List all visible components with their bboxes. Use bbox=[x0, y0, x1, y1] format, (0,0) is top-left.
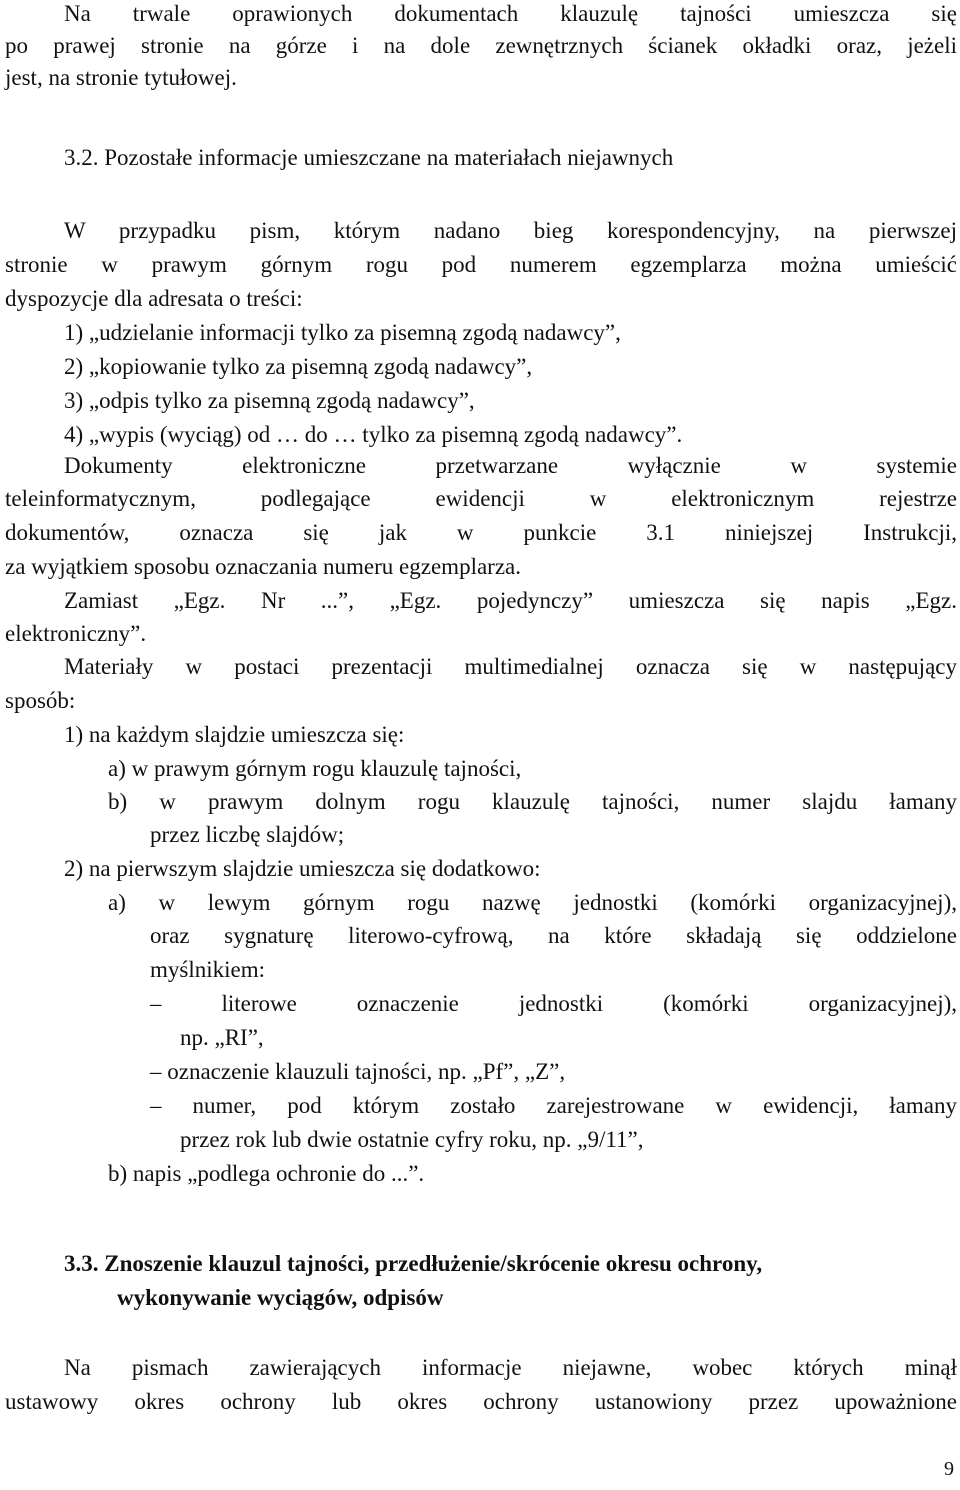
list-item: 1) „udzielanie informacji tylko za pisemną zgodą nadawcy”, bbox=[64, 320, 621, 345]
text-line: Dokumenty elektroniczne przetwarzane wyłącznie w systemie bbox=[64, 453, 957, 478]
list-subitem-continuation: myślnikiem: bbox=[150, 957, 265, 982]
list-subitem-continuation: oraz sygnaturę literowo-cyfrową, na które składają się oddzielone bbox=[150, 923, 957, 948]
list-subitem: a) w prawym górnym rogu klauzulę tajności, bbox=[108, 756, 522, 781]
list-item: 2) „kopiowanie tylko za pisemną zgodą nadawcy”, bbox=[64, 354, 533, 379]
text-line: po prawej stronie na górze i na dole zewnętrznych ścianek okładki oraz, jeżeli bbox=[5, 33, 957, 58]
list-subitem: b) napis „podlega ochronie do ...”. bbox=[108, 1161, 425, 1186]
page-number: 9 bbox=[944, 1458, 954, 1480]
text-line: za wyjątkiem sposobu oznaczania numeru egzemplarza. bbox=[5, 554, 521, 579]
dash-item-continuation: np. „RI”, bbox=[180, 1025, 264, 1050]
text-line: stronie w prawym górnym rogu pod numerem egzemplarza można umieścić bbox=[5, 252, 957, 277]
dash-item-continuation: przez rok lub dwie ostatnie cyfry roku, np. „9/11”, bbox=[180, 1127, 644, 1152]
dash-item: – literowe oznaczenie jednostki (komórki organizacyjnej), bbox=[150, 991, 957, 1016]
text-line: dokumentów, oznacza się jak w punkcie 3.1 niniejszej Instrukcji, bbox=[5, 520, 957, 545]
section-heading-3-3: 3.3. Znoszenie klauzul tajności, przedłużenie/skrócenie okresu ochrony, bbox=[64, 1251, 763, 1276]
list-item: 2) na pierwszym slajdzie umieszcza się dodatkowo: bbox=[64, 856, 541, 881]
list-item: 4) „wypis (wyciąg) od … do … tylko za pisemną zgodą nadawcy”. bbox=[64, 422, 683, 447]
list-subitem: a) w lewym górnym rogu nazwę jednostki (komórki organizacyjnej), bbox=[108, 890, 957, 915]
list-item: 3) „odpis tylko za pisemną zgodą nadawcy”, bbox=[64, 388, 475, 413]
list-subitem-continuation: przez liczbę slajdów; bbox=[150, 822, 345, 847]
list-item: 1) na każdym slajdzie umieszcza się: bbox=[64, 722, 405, 747]
text-line: sposób: bbox=[5, 688, 76, 713]
list-subitem: b) w prawym dolnym rogu klauzulę tajności, numer slajdu łamany bbox=[108, 789, 957, 814]
text-line: elektroniczny”. bbox=[5, 621, 147, 646]
text-line: ustawowy okres ochrony lub okres ochrony ustanowiony przez upoważnione bbox=[5, 1389, 957, 1414]
text-line: jest, na stronie tytułowej. bbox=[5, 65, 237, 90]
text-line: W przypadku pism, którym nadano bieg korespondencyjny, na pierwszej bbox=[64, 218, 957, 243]
text-line: Zamiast „Egz. Nr ...”, „Egz. pojedynczy” umieszcza się napis „Egz. bbox=[64, 588, 957, 613]
text-line: Na pismach zawierających informacje niejawne, wobec których minął bbox=[64, 1355, 957, 1380]
text-line: Na trwale oprawionych dokumentach klauzulę tajności umieszcza się bbox=[64, 1, 957, 26]
dash-item: – numer, pod którym zostało zarejestrowane w ewidencji, łamany bbox=[150, 1093, 957, 1118]
text-line: Materiały w postaci prezentacji multimedialnej oznacza się w następujący bbox=[64, 654, 957, 679]
section-heading-3-2: 3.2. Pozostałe informacje umieszczane na materiałach niejawnych bbox=[64, 145, 674, 170]
text-line: dyspozycje dla adresata o treści: bbox=[5, 286, 303, 311]
section-heading-3-3-continuation: wykonywanie wyciągów, odpisów bbox=[117, 1285, 444, 1310]
text-line: teleinformatycznym, podlegające ewidencji w elektronicznym rejestrze bbox=[5, 486, 957, 511]
dash-item: – oznaczenie klauzuli tajności, np. „Pf”, „Z”, bbox=[150, 1059, 566, 1084]
